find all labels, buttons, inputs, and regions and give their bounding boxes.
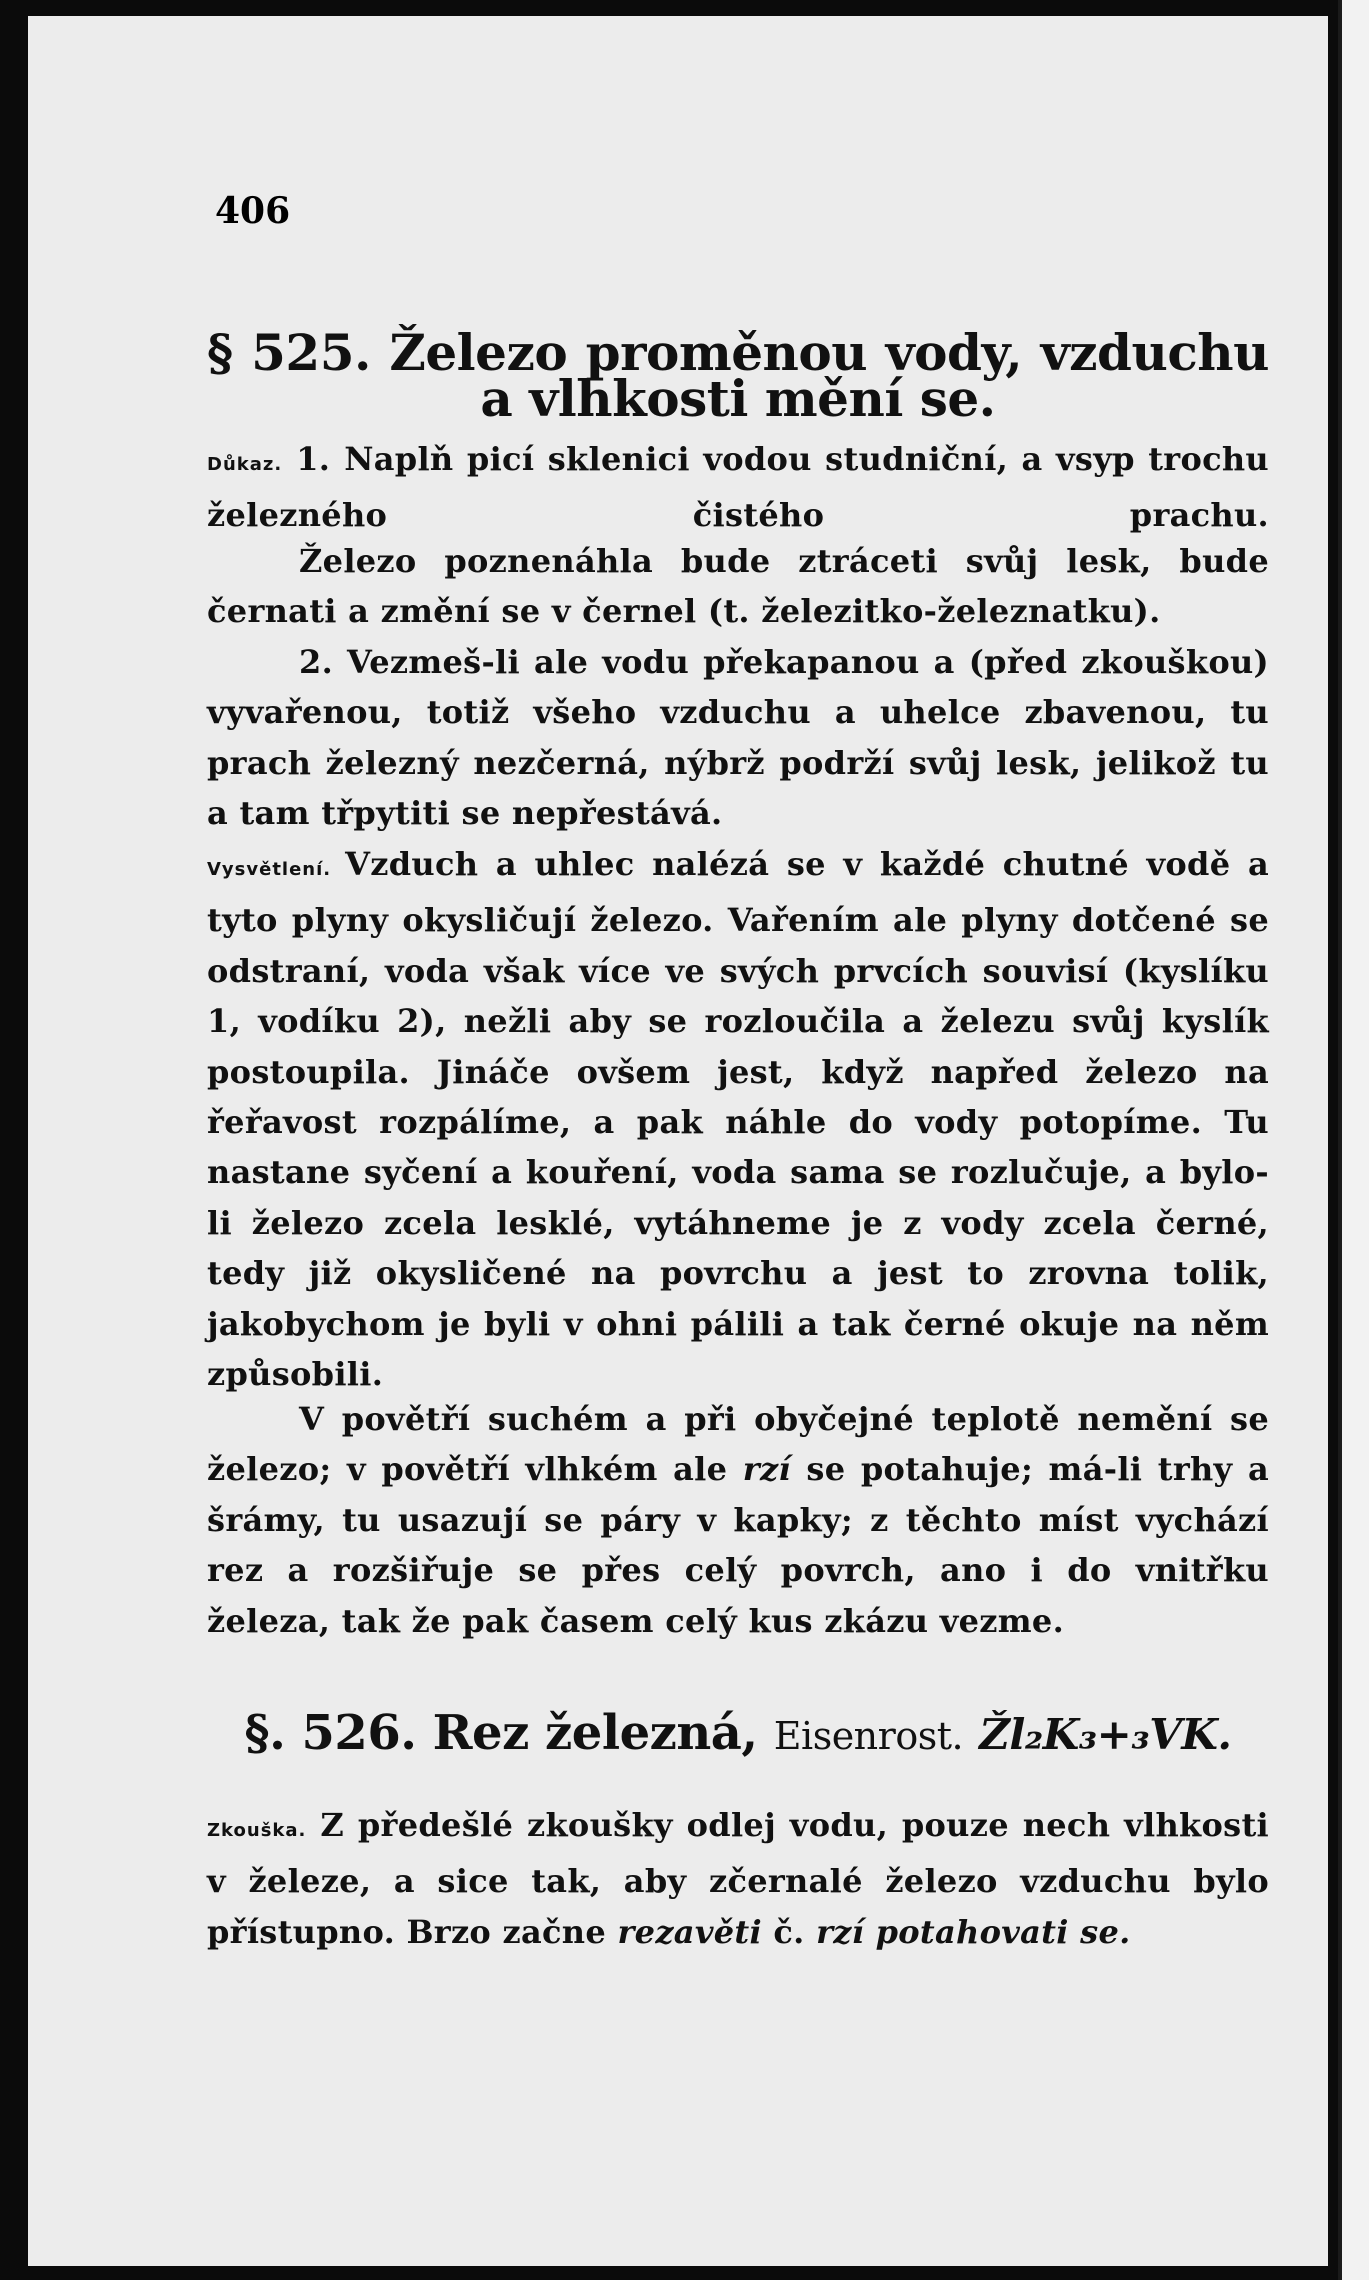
item-number-2: 2.	[299, 643, 334, 681]
page-number: 406	[215, 190, 291, 232]
s526-rezaveti: rezavěti	[617, 1912, 762, 1951]
s525-paragraph-3	[207, 637, 1269, 839]
s525-paragraph-5	[207, 1394, 1269, 1646]
s525-p5-text-b: se potahuje; má-li trhy a šrámy, tu usazují se páry v kapky; z těchto míst vychází rez a rozšiřuje se přes celý povrch, ano i do vnitřku železa, tak že pak časem celý kus zkázu vezme.	[207, 1450, 1269, 1640]
s525-paragraph-2: Železo poznenáhla bude ztráceti svůj lesk, bude černati a změní se v černel (t. železitko-železnatku).	[207, 542, 1269, 631]
s525-proof-paragraph-1	[207, 434, 1269, 541]
dukaz-label: Důkaz.	[207, 454, 283, 475]
s526-chemical-formula: Žl₂K₃+₃VK.	[979, 1710, 1232, 1759]
zkouska-label: Zkouška.	[207, 1820, 307, 1841]
item-number-1: 1.	[296, 440, 331, 478]
vysvetleni-label: Vysvětlení.	[207, 859, 332, 880]
adjacent-page-edge	[1338, 0, 1369, 2280]
s526-heading-german: Eisenrost.	[773, 1714, 964, 1758]
s525-p3-text: Vezmeš-li ale vodu překapanou a (před zkouškou) vyvařenou, totiž všeho vzduchu a uhelce zbavenou, tu prach železný nezčerná, nýbrž podrží svůj lesk, jelikož tu a tam třpytiti se nepřestává.	[207, 643, 1269, 833]
section-526-heading	[207, 1705, 1269, 1761]
s525-p5-text-a: V povětří suchém a při obyčejné teplotě nemění se železo; v povětří vlhkém ale	[207, 1400, 1269, 1489]
s526-heading-text: §. 526. Rez železná,	[244, 1705, 758, 1761]
section-525-heading: § 525. Železo proměnou vody, vzduchu a vlhkosti mění se.	[207, 323, 1269, 428]
s526-abbrev: č.	[773, 1912, 805, 1951]
s526-p1-text: Z předešlé zkoušky odlej vodu, pouze nech vlhkosti v železe, a sice tak, aby zčernalé železo vzduchu bylo přístupno. Brzo začne	[207, 1806, 1269, 1951]
s526-test-paragraph	[207, 1800, 1269, 1957]
s526-rzi-potahovati: rzí potahovati se.	[816, 1912, 1131, 1951]
s525-p1-text: Naplň picí sklenici vodou studniční, a vsyp trochu železného čistého prachu.	[207, 440, 1269, 535]
s525-p5-rzi: rzí	[742, 1450, 791, 1489]
s525-p4-text: Vzduch a uhlec nalézá se v každé chutné vodě a tyto plyny okysličují železo. Vařením ale plyny dotčené se odstraní, voda však více ve svých prvcích souvisí (kyslíku 1, vodíku 2), nežli aby se rozloučila a železu svůj kyslík postoupila. Jináče ovšem jest, když napřed železo na řeřavost rozpálíme, a pak náhle do vody potopíme. Tu nastane syčení a kouření, voda sama se rozlučuje, a bylo-li železo zcela lesklé, vytáhneme je z vody zcela černé, tedy již okysličené na povrchu a jest to zrovna tolik, jakobychom je byli v ohni pálili a tak černé okuje na něm způsobili.	[207, 845, 1269, 1394]
s525-explanation-paragraph	[207, 839, 1269, 1399]
